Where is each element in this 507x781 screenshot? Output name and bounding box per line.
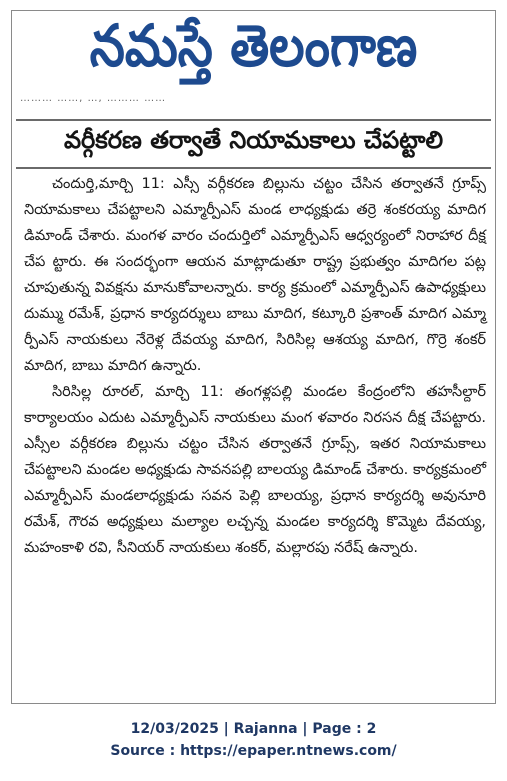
- article-headline: వర్గీకరణ తర్వాతే నియామకాలు చేపట్టాలి: [63, 126, 444, 154]
- truncated-text: ……… ……, …, ……… ……: [20, 97, 167, 104]
- newspaper-logo: నమస్తే తెలంగాణ: [89, 12, 418, 79]
- headline-block: [16, 123, 491, 163]
- headline-rule-bottom: [16, 167, 491, 169]
- clipping-footer: [0, 718, 507, 762]
- masthead: [12, 11, 495, 95]
- article-body: [24, 171, 486, 561]
- headline-rule-top: [16, 119, 491, 121]
- article-paragraph-2: సిరిసిల్ల రూరల్, మార్చి 11: తంగళ్లపల్లి మండల కేంద్రంలోని తహసీల్దార్ కార్యాలయం ఎదుట ఎమ్మార్పీఎస్ నాయకులు మంగ ళవారం నిరసన దీక్ష చేపట్టారు. ఎస్సీల వర్గీకరణ బిల్లును చట్టం చేసిన తర్వాతనే గ్రూప్స్, ఇతర నియామకాలు చేపట్టాలని మండల అధ్యక్షుడు సావనపల్లి బాలయ్య డిమాండ్ చేశారు. కార్యక్రమంలో ఎమ్మార్పీఎస్ మండలాధ్యక్షుడు సవన పెల్లి బాలయ్య, ప్రధాన కార్యదర్శి అవునూరి రమేశ్, గౌరవ అధ్యక్షులు మల్యాల లచ్చన్న మండల కార్యదర్శి కొమ్మెట దేవయ్య, మహంకాళి రవి, సీనియర్ నాయకులు శంకర్, మల్లారపు నరేష్ ఉన్నారు.: [24, 384, 486, 556]
- footer-source: Source : https://epaper.ntnews.com/: [110, 743, 397, 759]
- truncated-previous-line: [20, 97, 320, 107]
- news-clipping: [11, 10, 496, 704]
- article-paragraph-1: చందుర్తి,మార్చి 11: ఎస్సీ వర్గీకరణ బిల్లును చట్టం చేసిన తర్వాతనే గ్రూప్స్ నియామకాలు చేపట్టాలని ఎమ్మార్పీఎస్ మండ లాధ్యక్షుడు తర్రె శంకరయ్య మాదిగ డిమాండ్ చేశారు. మంగళ వారం చందుర్తిలో ఎమ్మార్పీఎస్ ఆధ్వర్యంలో నిరాహార దీక్ష చేప ట్టారు. ఈ సందర్భంగా ఆయన మాట్లాడుతూ రాష్ట్ర ప్రభుత్వం మాదిగల పట్ల చూపుతున్న వివక్షను మానుకోవాలన్నారు. కార్య క్రమంలో ఎమ్మార్పీఎస్ ఉపాధ్యక్షులు దుమ్ము రమేశ్, ప్రధాన కార్యదర్శులు బాబు మాదిగ, కట్కూరి ప్రశాంత్ మాదిగ ఎమ్మా ర్పీఎస్ నాయకులు నేరెళ్ల దేవయ్య మాదిగ, సిరిసిల్ల ఆశయ్య మాదిగ, గొర్రె శంకర్ మాదిగ, బాబు మాదిగ ఉన్నారు.: [24, 176, 486, 374]
- footer-date-edition: 12/03/2025 | Rajanna | Page : 2: [130, 721, 377, 737]
